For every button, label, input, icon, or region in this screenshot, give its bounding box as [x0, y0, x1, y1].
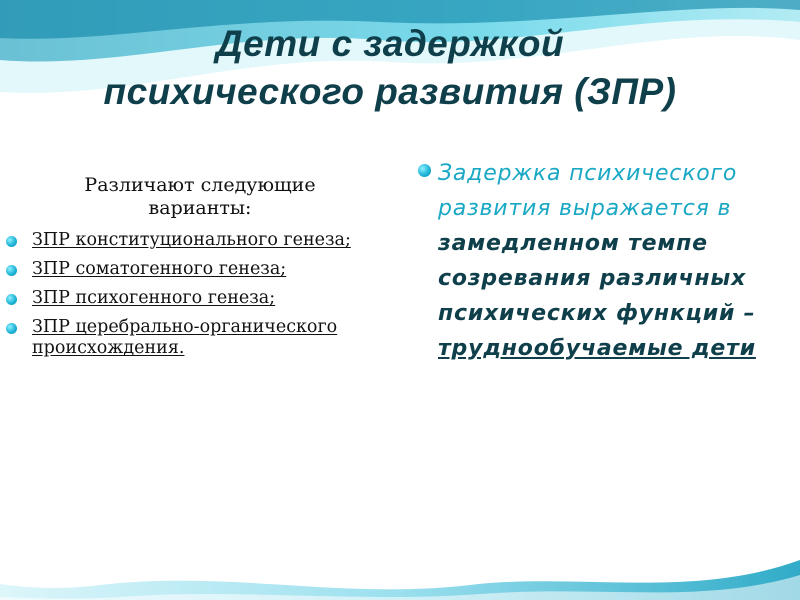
bullet-dot-icon — [6, 236, 17, 247]
list-item — [0, 230, 380, 251]
variants-heading: Различают следующие варианты: — [84, 174, 316, 219]
bullet-dot-icon — [418, 164, 431, 177]
list-item — [0, 288, 380, 309]
bullet-dot-icon — [6, 294, 17, 305]
bullet-dot-icon — [6, 265, 17, 276]
slide-title — [40, 20, 740, 116]
title-line-1: Дети с задержкой — [215, 23, 565, 64]
variants-list — [0, 230, 380, 367]
bullet-dot-icon — [6, 323, 17, 334]
list-item-text: ЗПР соматогенного генеза; — [32, 259, 287, 279]
list-item-text: ЗПР психогенного генеза; — [32, 288, 276, 308]
description-emphasis: замедленном темпе созревания различных психических функций – — [438, 231, 756, 326]
list-item-text: ЗПР церебрально-органического происхождения. — [32, 317, 338, 358]
description-link[interactable]: труднообучаемые дети — [438, 336, 756, 361]
description-text — [438, 156, 770, 366]
list-item — [0, 259, 380, 280]
list-item-text: ЗПР конституционального генеза; — [32, 230, 351, 250]
description-plain: Задержка психического развития выражается в — [438, 161, 738, 221]
title-line-2: психического развития (ЗПР) — [103, 71, 677, 112]
list-item — [0, 317, 380, 359]
description-block — [410, 156, 770, 366]
